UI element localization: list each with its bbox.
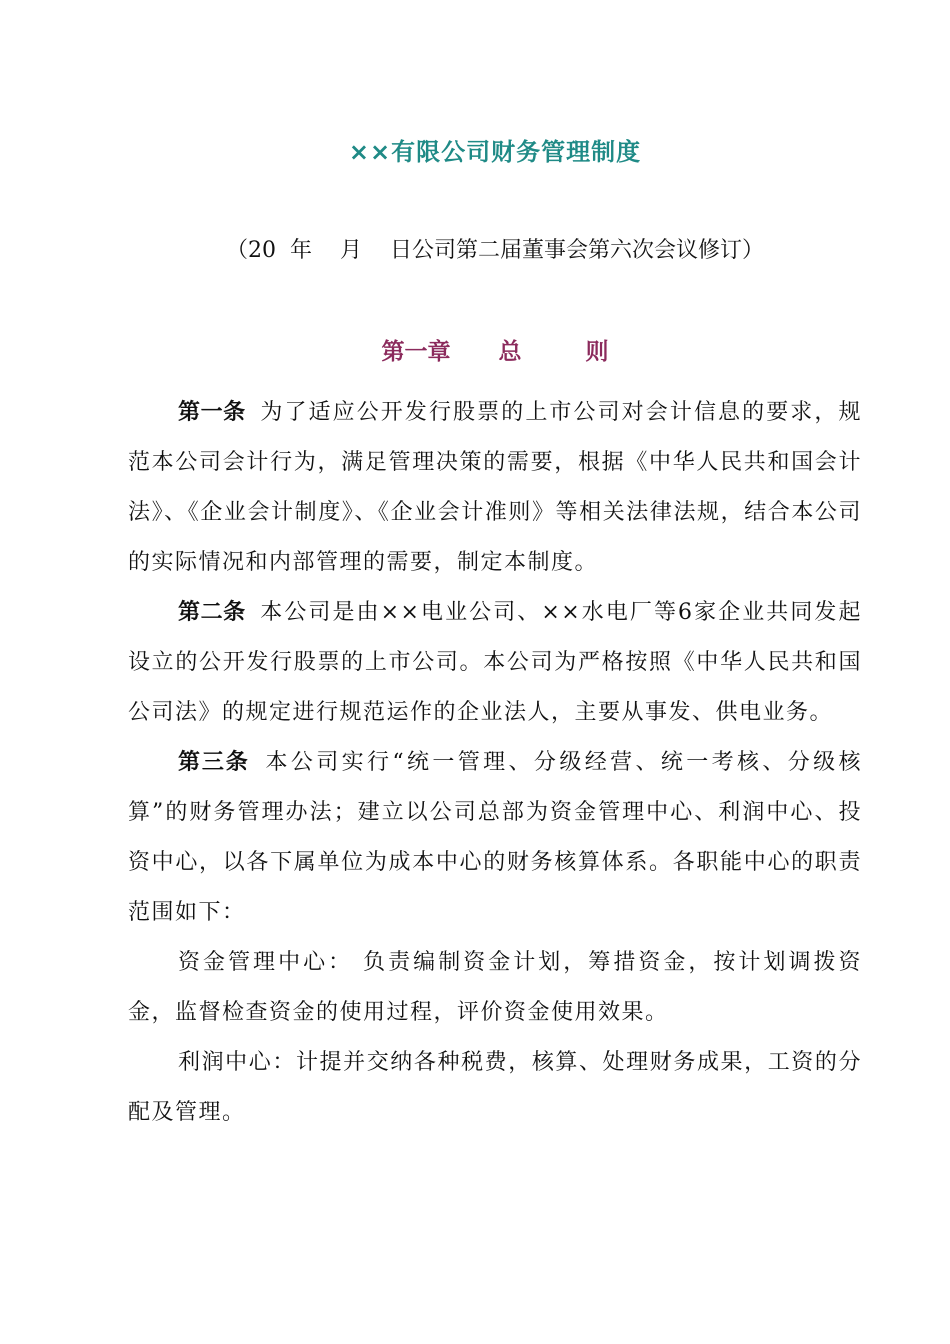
document-body: [128, 388, 862, 1138]
article-text: 为了适应公开发行股票的上市公司对会计信息的要求，规范本公司会计行为，满足管理决策的需要，根据《中华人民共和国会计法》、《企业会计制度》、《企业会计准则》等相关法律法规，结合本公司的实际情况和内部管理的需要，制定本制度。: [128, 400, 862, 575]
article-3-paragraph: [128, 738, 862, 938]
article-text: 本公司实行“统一管理、分级经营、统一考核、分级核算”的财务管理办法；建立以公司总部为资金管理中心、利润中心、投资中心，以各下属单位为成本中心的财务核算体系。各职能中心的职责范围如下：: [128, 750, 862, 925]
fund-center-paragraph: [128, 938, 862, 1038]
article-label: 第三条: [178, 750, 250, 775]
article-1-paragraph: [128, 388, 862, 588]
paragraph-text: 利润中心：计提并交纳各种税费，核算、处理财务成果，工资的分配及管理。: [128, 1050, 862, 1125]
profit-center-paragraph: [128, 1038, 862, 1138]
paragraph-text: 资金管理中心： 负责编制资金计划，筹措资金，按计划调拨资金，监督检查资金的使用过程，评价资金使用效果。: [128, 950, 862, 1025]
chapter-heading: 第一章 总 则: [381, 339, 609, 365]
article-label: 第一条: [178, 400, 246, 425]
article-label: 第二条: [178, 600, 246, 625]
article-text: 本公司是由××电业公司、××水电厂等6家企业共同发起设立的公开发行股票的上市公司。本公司为严格按照《中华人民共和国公司法》的规定进行规范运作的企业法人，主要从事发、供电业务。: [128, 600, 862, 725]
article-2-paragraph: [128, 588, 862, 738]
document-subtitle: （20 年 月 日公司第二届董事会第六次会议修订）: [226, 238, 764, 263]
document-title: ××有限公司财务管理制度: [348, 138, 642, 166]
